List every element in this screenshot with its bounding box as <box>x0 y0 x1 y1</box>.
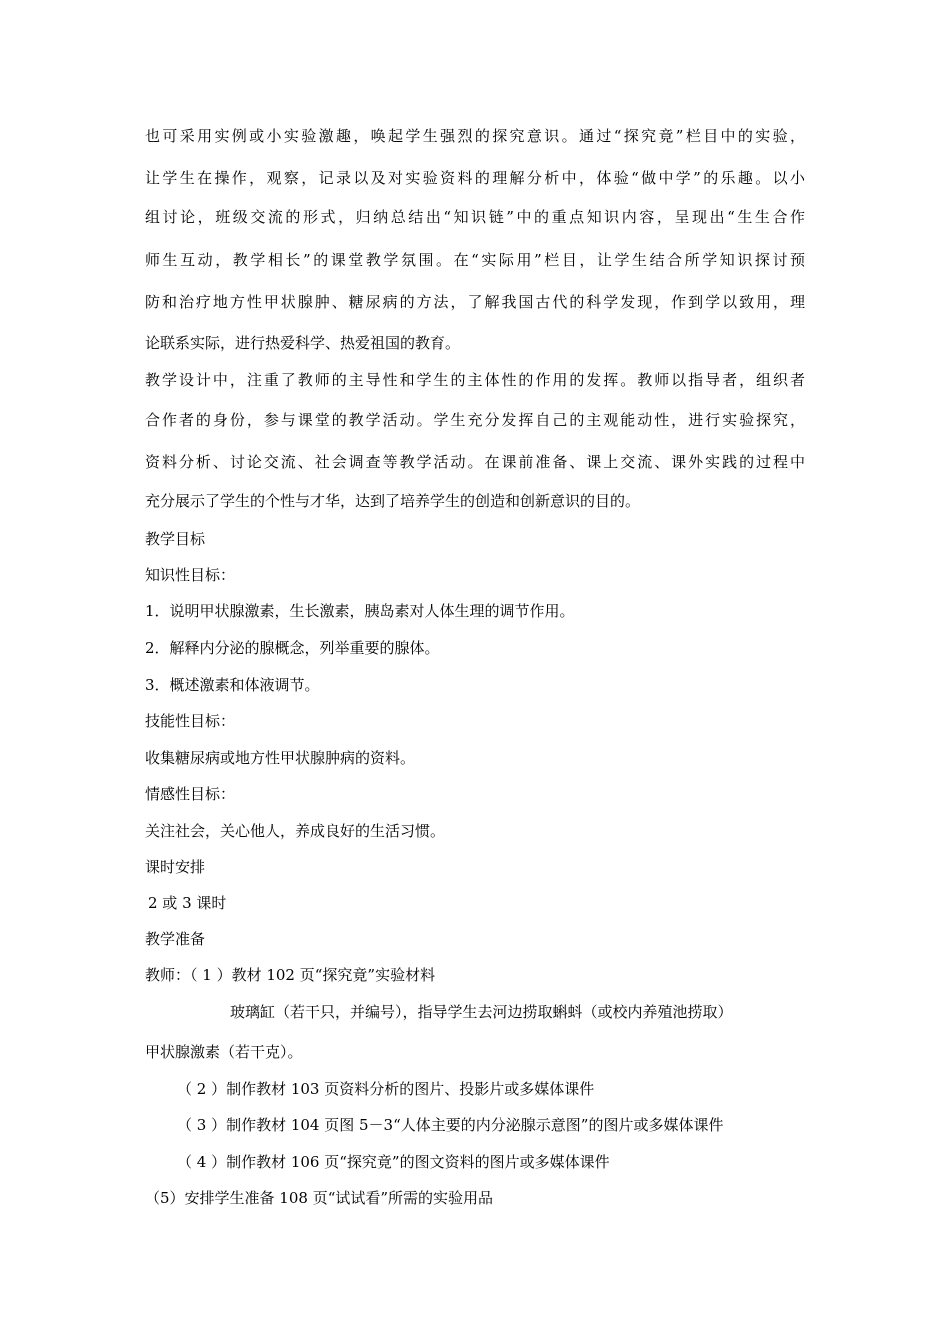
paragraph-line: 合作者的身份，参与课堂的教学活动。学生充分发挥自己的主观能动性，进行实验探究， <box>145 411 805 429</box>
body-text: 2 或 3 课时 <box>148 894 227 912</box>
paragraph-line: 论联系实际，进行热爱科学、热爱祖国的教育。 <box>145 334 461 352</box>
list-item: 1．说明甲状腺激素，生长激素，胰岛素对人体生理的调节作用。 <box>145 602 575 620</box>
section-heading: 教学目标 <box>145 530 206 548</box>
paragraph-line: 充分展示了学生的个性与才华，达到了培养学生的创造和创新意识的目的。 <box>145 492 641 510</box>
body-text: 关注社会，关心他人，养成良好的生活习惯。 <box>145 822 446 840</box>
paragraph-line: 也可采用实例或小实验激趣，唤起学生强烈的探究意识。通过“探究竟”栏目中的实验， <box>145 127 805 145</box>
list-item: （5）安排学生准备 108 页“试试看”所需的实验用品 <box>145 1189 494 1207</box>
paragraph-line: 教学设计中，注重了教师的主导性和学生的主体性的作用的发挥。教师以指导者，组织者 <box>145 371 805 389</box>
section-heading: 教学准备 <box>145 930 206 948</box>
paragraph-line: 师生互动，教学相长”的课堂教学氛围。在“实际用”栏目，让学生结合所学知识探讨预 <box>145 251 805 269</box>
body-text: 收集糖尿病或地方性甲状腺肿病的资料。 <box>145 749 416 767</box>
section-heading: 课时安排 <box>145 858 206 876</box>
list-item: 2．解释内分泌的腺概念，列举重要的腺体。 <box>145 639 440 657</box>
list-item: （ 4 ）制作教材 106 页“探究竟”的图文资料的图片或多媒体课件 <box>177 1153 610 1171</box>
subsection-heading: 情感性目标： <box>145 785 236 803</box>
paragraph-line: 组讨论，班级交流的形式，归纳总结出“知识链”中的重点知识内容，呈现出“生生合作 <box>145 208 805 226</box>
body-text: 教师：（ 1 ）教材 102 页“探究竟”实验材料 <box>145 966 436 984</box>
body-text: 甲状腺激素（若干克）。 <box>145 1043 303 1061</box>
list-item: （ 3 ）制作教材 104 页图 5－3“人体主要的内分泌腺示意图”的图片或多媒体课件 <box>177 1116 724 1134</box>
list-item: （ 2 ）制作教材 103 页资料分析的图片、投影片或多媒体课件 <box>177 1080 595 1098</box>
paragraph-line: 资料分析、讨论交流、社会调查等教学活动。在课前准备、课上交流、课外实践的过程中 <box>145 453 805 471</box>
body-text: 玻璃缸（若干只，并编号），指导学生去河边捞取蝌蚪（或校内养殖池捞取） <box>230 1003 733 1021</box>
paragraph-line: 让学生在操作，观察，记录以及对实验资料的理解分析中，体验“做中学”的乐趣。以小 <box>145 169 805 187</box>
paragraph-line: 防和治疗地方性甲状腺肿、糖尿病的方法，了解我国古代的科学发现，作到学以致用，理 <box>145 293 805 311</box>
subsection-heading: 技能性目标： <box>145 712 236 730</box>
subsection-heading: 知识性目标： <box>145 566 236 584</box>
list-item: 3．概述激素和体液调节。 <box>145 676 320 694</box>
